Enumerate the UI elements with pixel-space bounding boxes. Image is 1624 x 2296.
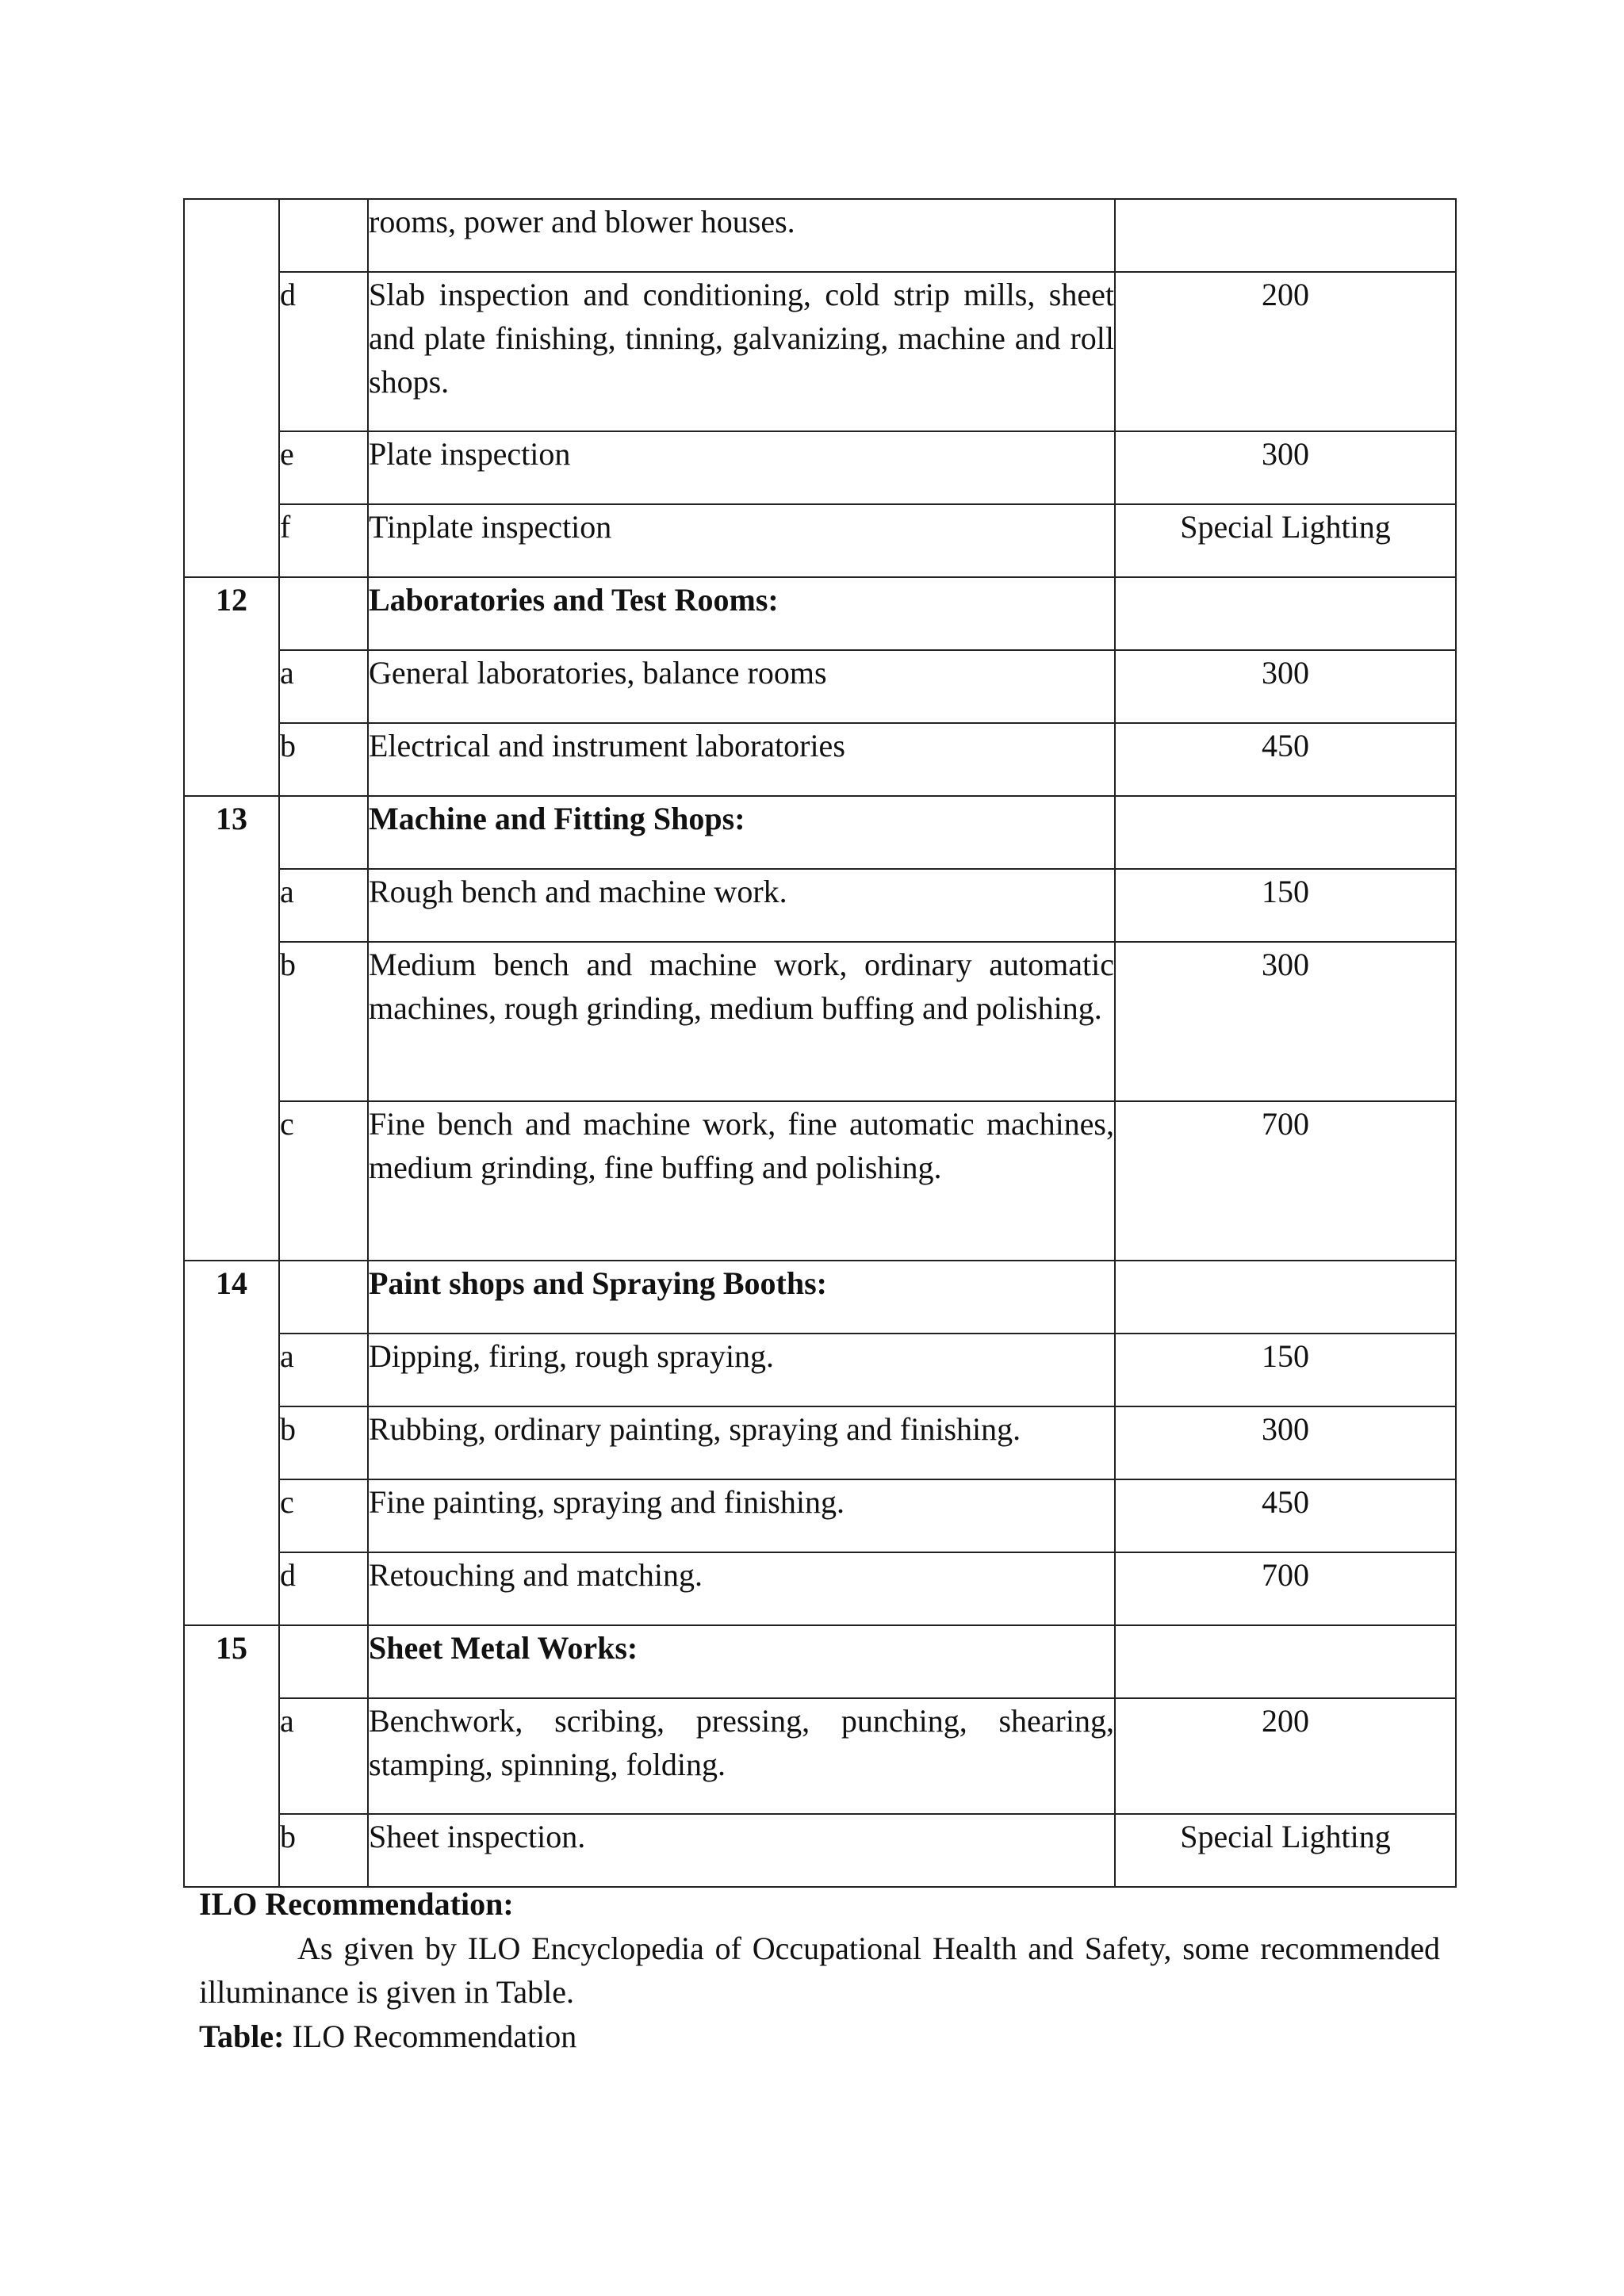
- illuminance-value: 300: [1115, 431, 1456, 504]
- group-number: 12: [184, 577, 279, 796]
- row-description: Plate inspection: [368, 431, 1115, 504]
- group-number: 14: [184, 1261, 279, 1625]
- caption-label: Table:: [199, 2019, 285, 2054]
- sub-letter: [279, 796, 368, 869]
- row-description: Tinplate inspection: [368, 504, 1115, 577]
- illuminance-value: 200: [1115, 272, 1456, 431]
- illuminance-value: [1115, 1625, 1456, 1698]
- row-description: Medium bench and machine work, ordinary automatic machines, rough grinding, medium buffing and polishing.: [368, 942, 1115, 1101]
- sub-letter: a: [279, 869, 368, 942]
- sub-letter: a: [279, 1698, 368, 1814]
- table-row: [184, 1625, 1456, 1698]
- sub-letter: c: [279, 1479, 368, 1552]
- illuminance-value: 700: [1115, 1552, 1456, 1625]
- illuminance-value: [1115, 796, 1456, 869]
- row-description: Rubbing, ordinary painting, spraying and finishing.: [368, 1406, 1115, 1479]
- illuminance-table: [183, 198, 1457, 1888]
- sub-letter: b: [279, 942, 368, 1101]
- row-description: General laboratories, balance rooms: [368, 650, 1115, 723]
- table-row: [184, 1334, 1456, 1406]
- sub-letter: a: [279, 1334, 368, 1406]
- table-row: [184, 1814, 1456, 1887]
- group-heading: Laboratories and Test Rooms:: [368, 577, 1115, 650]
- sub-letter: [279, 1625, 368, 1698]
- table-row: [184, 199, 1456, 272]
- illuminance-value: 300: [1115, 650, 1456, 723]
- sub-letter: [279, 1261, 368, 1334]
- row-description: Electrical and instrument laboratories: [368, 723, 1115, 796]
- body-paragraph: As given by ILO Encyclopedia of Occupational Health and Safety, some recommended illuminance is given in Table.: [199, 1931, 1440, 2010]
- sub-letter: b: [279, 1814, 368, 1887]
- table-row: [184, 650, 1456, 723]
- row-description: Fine painting, spraying and finishing.: [368, 1479, 1115, 1552]
- table-row: [184, 942, 1456, 1101]
- illuminance-value: 200: [1115, 1698, 1456, 1814]
- table-row: [184, 1406, 1456, 1479]
- illuminance-value: 150: [1115, 869, 1456, 942]
- group-number: 13: [184, 796, 279, 1261]
- caption-text: ILO Recommendation: [284, 2019, 577, 2054]
- row-description: Benchwork, scribing, pressing, punching, shearing, stamping, spinning, folding.: [368, 1698, 1115, 1814]
- table-row: [184, 431, 1456, 504]
- row-description: Slab inspection and conditioning, cold strip mills, sheet and plate finishing, tinning, galvanizing, machine and roll shops.: [368, 272, 1115, 431]
- sub-letter: b: [279, 723, 368, 796]
- row-description: Sheet inspection.: [368, 1814, 1115, 1887]
- sub-letter: b: [279, 1406, 368, 1479]
- illuminance-value: Special Lighting: [1115, 504, 1456, 577]
- sub-letter: d: [279, 1552, 368, 1625]
- sub-letter: [279, 199, 368, 272]
- row-description: Fine bench and machine work, fine automatic machines, medium grinding, fine buffing and polishing.: [368, 1101, 1115, 1261]
- illuminance-value: [1115, 577, 1456, 650]
- illuminance-value: 300: [1115, 942, 1456, 1101]
- table-row: [184, 272, 1456, 431]
- illuminance-value: 450: [1115, 1479, 1456, 1552]
- sub-letter: a: [279, 650, 368, 723]
- table-row: [184, 1261, 1456, 1334]
- table-row: [184, 1479, 1456, 1552]
- table-row: [184, 504, 1456, 577]
- sub-letter: d: [279, 272, 368, 431]
- group-number: [184, 199, 279, 577]
- illuminance-value: 150: [1115, 1334, 1456, 1406]
- sub-letter: [279, 577, 368, 650]
- row-description: Retouching and matching.: [368, 1552, 1115, 1625]
- section-heading: ILO Recommendation:: [199, 1886, 514, 1922]
- table-row: [184, 1101, 1456, 1261]
- illuminance-value: 700: [1115, 1101, 1456, 1261]
- sub-letter: e: [279, 431, 368, 504]
- illuminance-value: 450: [1115, 723, 1456, 796]
- table-row: [184, 796, 1456, 869]
- illuminance-value: [1115, 1261, 1456, 1334]
- row-description: Dipping, firing, rough spraying.: [368, 1334, 1115, 1406]
- group-heading: Sheet Metal Works:: [368, 1625, 1115, 1698]
- table-row: [184, 1552, 1456, 1625]
- row-description: Rough bench and machine work.: [368, 869, 1115, 942]
- group-heading: Machine and Fitting Shops:: [368, 796, 1115, 869]
- table-caption: [199, 2015, 1440, 2058]
- sub-letter: c: [279, 1101, 368, 1261]
- table-row: [184, 869, 1456, 942]
- sub-letter: f: [279, 504, 368, 577]
- group-heading: Paint shops and Spraying Booths:: [368, 1261, 1115, 1334]
- table-row: [184, 1698, 1456, 1814]
- illuminance-value: Special Lighting: [1115, 1814, 1456, 1887]
- illuminance-value: [1115, 199, 1456, 272]
- row-description: rooms, power and blower houses.: [368, 199, 1115, 272]
- table-row: [184, 577, 1456, 650]
- table-row: [184, 723, 1456, 796]
- group-number: 15: [184, 1625, 279, 1887]
- illuminance-value: 300: [1115, 1406, 1456, 1479]
